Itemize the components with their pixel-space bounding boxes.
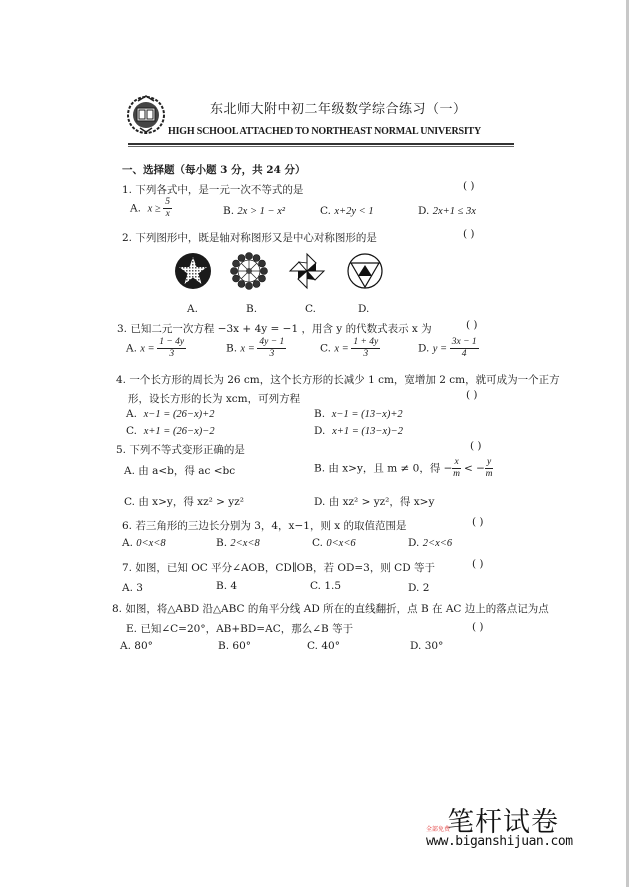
q7-option-c[interactable]: C. 1.5 bbox=[310, 580, 342, 592]
q5-option-c[interactable]: C. 由 x>y，得 xz² > yz² bbox=[124, 496, 244, 508]
answer-blank-2[interactable]: ( ) bbox=[463, 228, 475, 240]
question-4-stem: 4. 一个长方形的周长为 26 cm，这个长方形的长减少 1 cm，宽增加 2 cm，就可成为一个正方 bbox=[116, 374, 560, 386]
q6-option-a[interactable]: A. 0<x<8 bbox=[122, 537, 166, 549]
question-6-stem: 6. 若三角形的三边长分别为 3，4，x−1，则 x 的取值范围是 bbox=[122, 520, 407, 532]
q5-option-a[interactable]: A. 由 a<b，得 ac <bc bbox=[124, 465, 236, 477]
q1-option-d[interactable]: D. 2x+1 ≤ 3x bbox=[418, 205, 476, 217]
section-title: 一、选择题（每小题 3 分，共 24 分） bbox=[122, 164, 306, 176]
q4-option-a[interactable]: A. x−1 = (26−x)+2 bbox=[126, 408, 215, 420]
answer-blank-4[interactable]: ( ) bbox=[466, 389, 478, 401]
watermark-brand: 笔杆试卷 bbox=[447, 807, 559, 838]
q1-option-b[interactable]: B. 2x > 1 − x² bbox=[223, 205, 286, 217]
q6-option-d[interactable]: D. 2<x<6 bbox=[408, 537, 453, 549]
header-rule bbox=[128, 143, 514, 145]
q3-option-a[interactable]: A. x = $\frac{1 - 4y}{3}$ bbox=[126, 337, 185, 359]
q1-option-a[interactable]: A. x ≥ $\frac{5}{x}$ bbox=[130, 197, 171, 219]
q8-option-c[interactable]: C. 40° bbox=[307, 640, 340, 652]
exam-title: 东北师大附中初二年级数学综合练习（一） bbox=[210, 102, 467, 117]
q2-option-a[interactable]: A. bbox=[187, 303, 198, 315]
q2-option-c[interactable]: C. bbox=[305, 303, 316, 315]
q3-option-b[interactable]: B. x = $\frac{4y - 1}{3}$ bbox=[226, 337, 285, 359]
q5-option-d[interactable]: D. 由 xz² > yz²，得 x>y bbox=[314, 496, 435, 508]
star-in-circle-icon bbox=[174, 252, 212, 290]
question-7-stem: 7. 如图，已知 OC 平分∠AOB，CD∥OB，若 OD=3，则 CD 等于 bbox=[122, 562, 435, 574]
pinwheel-icon bbox=[288, 252, 326, 290]
question-5-stem: 5. 下列不等式变形正确的是 bbox=[116, 444, 245, 456]
answer-blank-7[interactable]: ( ) bbox=[472, 558, 484, 570]
q8-option-b[interactable]: B. 60° bbox=[218, 640, 252, 652]
q2-option-d[interactable]: D. bbox=[358, 303, 370, 315]
watermark-tag: 全部免费 bbox=[426, 826, 451, 833]
flower-ring-icon bbox=[230, 252, 268, 290]
school-emblem-icon bbox=[126, 93, 166, 135]
q6-option-c[interactable]: C. 0<x<6 bbox=[312, 537, 356, 549]
q7-option-a[interactable]: A. 3 bbox=[122, 582, 143, 594]
answer-blank-3[interactable]: ( ) bbox=[466, 319, 478, 331]
answer-blank-6[interactable]: ( ) bbox=[472, 516, 484, 528]
q8-option-d[interactable]: D. 30° bbox=[410, 640, 444, 652]
q1-option-c[interactable]: C. x+2y < 1 bbox=[320, 205, 374, 217]
answer-blank-5[interactable]: ( ) bbox=[470, 440, 482, 452]
header-rule-thin bbox=[128, 146, 514, 147]
fraction: $\frac{5}{x}$ bbox=[165, 197, 171, 219]
q7-option-b[interactable]: B. 4 bbox=[216, 580, 238, 592]
q6-option-b[interactable]: B. 2<x<8 bbox=[216, 537, 260, 549]
answer-blank-1[interactable]: ( ) bbox=[463, 180, 475, 192]
q4-option-b[interactable]: B. x−1 = (13−x)+2 bbox=[314, 408, 403, 420]
question-3-stem: 3. 已知二元一次方程 −3x + 4y = −1 ，用含 y 的代数式表示 x 为 bbox=[117, 323, 432, 335]
watermark-url[interactable]: www.biganshijuan.com bbox=[426, 834, 573, 849]
q8-option-a[interactable]: A. 80° bbox=[120, 640, 153, 652]
q3-option-d[interactable]: D. y = $\frac{3x - 1}{4}$ bbox=[418, 337, 477, 359]
question-1-stem: 1. 下列各式中，是一元一次不等式的是 bbox=[122, 184, 304, 196]
question-4-stem-cont: 形，设长方形的长为 xcm，可列方程 bbox=[128, 393, 301, 405]
q4-option-c[interactable]: C. x+1 = (26−x)−2 bbox=[126, 425, 215, 437]
q3-option-c[interactable]: C. x = $\frac{1 + 4y}{3}$ bbox=[320, 337, 379, 359]
question-8-stem-cont: E. 已知∠C=20°，AB+BD=AC，那么∠B 等于 bbox=[126, 623, 354, 635]
q7-option-d[interactable]: D. 2 bbox=[408, 582, 430, 594]
question-2-stem: 2. 下列图形中，既是轴对称图形又是中心对称图形的是 bbox=[122, 232, 377, 244]
question-8-stem: 8. 如图，将△ABD 沿△ABC 的角平分线 AD 所在的直线翻折，点 B 在 AC 边上的落点记为点 bbox=[112, 603, 549, 615]
triangle-in-circle-icon bbox=[346, 252, 384, 290]
q2-option-b[interactable]: B. bbox=[246, 303, 258, 315]
q4-option-d[interactable]: D. x+1 = (13−x)−2 bbox=[314, 425, 403, 437]
answer-blank-8[interactable]: ( ) bbox=[472, 621, 484, 633]
q5-option-b[interactable]: B. 由 x>y，且 m ≠ 0，得 − $\frac{x}{m}$ < − $\frac{y}{m}$ bbox=[314, 457, 493, 479]
school-name-english: HIGH SCHOOL ATTACHED TO NORTHEAST NORMAL UNIVERSITY bbox=[168, 126, 482, 137]
